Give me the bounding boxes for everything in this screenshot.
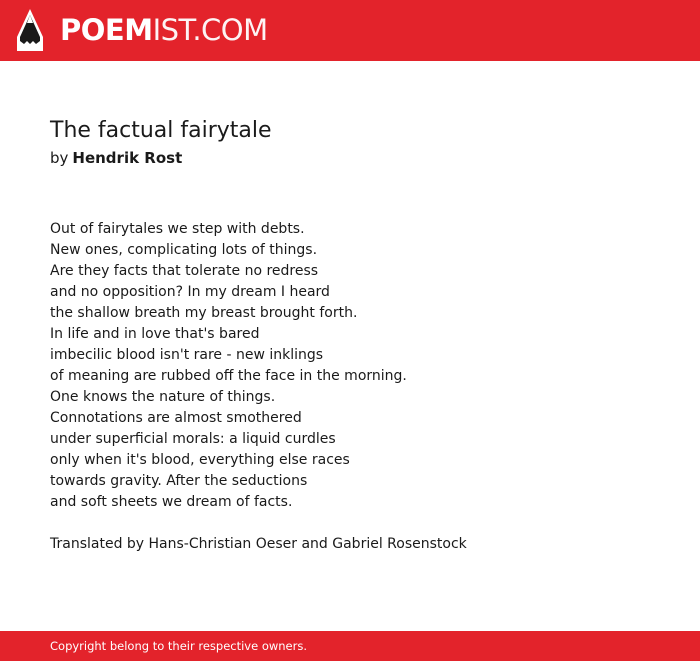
poem-line: towards gravity. After the seductions xyxy=(50,473,308,489)
poem-line: under superficial morals: a liquid curdles xyxy=(50,431,336,447)
pencil-tip-icon xyxy=(16,9,44,51)
poem-title: The factual fairytale xyxy=(50,118,272,143)
poem-line: One knows the nature of things. xyxy=(50,389,276,405)
logo-bold-text: POEM xyxy=(60,13,153,47)
byline xyxy=(50,146,670,170)
poem-line: imbecilic blood isn't rare - new inklings xyxy=(50,347,324,363)
translator-note: Translated by Hans-Christian Oeser and Gabriel Rosenstock xyxy=(50,536,467,552)
logo-light-text: IST.COM xyxy=(152,13,268,47)
poem-line: the shallow breath my breast brought forth. xyxy=(50,305,358,321)
poem-line: only when it's blood, everything else races xyxy=(50,452,350,468)
poem-heading xyxy=(50,116,670,170)
poem-line: In life and in love that's bared xyxy=(50,326,260,342)
site-footer xyxy=(0,631,700,661)
poem-body xyxy=(50,219,670,513)
author-name: Hendrik Rost xyxy=(72,149,183,167)
copyright-text: Copyright belong to their respective owners. xyxy=(50,639,308,653)
poem-line: Connotations are almost smothered xyxy=(50,410,302,426)
poem-line: New ones, complicating lots of things. xyxy=(50,242,318,258)
site-logo-text xyxy=(60,9,268,51)
poem-line: and soft sheets we dream of facts. xyxy=(50,494,293,510)
site-logo-link[interactable] xyxy=(16,9,268,51)
poem-line: and no opposition? In my dream I heard xyxy=(50,284,330,300)
poem-line: Are they facts that tolerate no redress xyxy=(50,263,319,279)
poem-line: of meaning are rubbed off the face in the morning. xyxy=(50,368,407,384)
poem-line: Out of fairytales we step with debts. xyxy=(50,221,305,237)
byline-prefix: by xyxy=(50,149,69,167)
site-header xyxy=(0,0,700,61)
